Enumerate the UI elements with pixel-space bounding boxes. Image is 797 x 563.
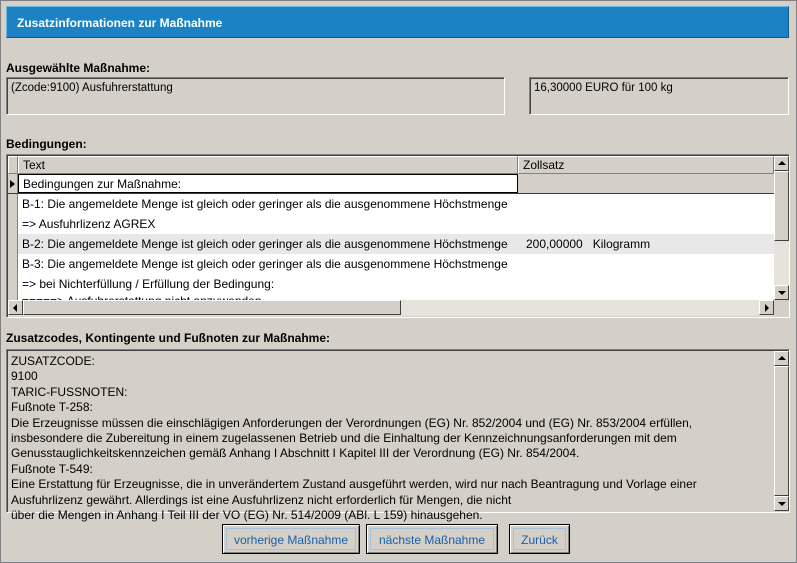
cell-zollsatz[interactable] (518, 194, 774, 214)
next-measure-button[interactable] (366, 524, 498, 554)
cell-text[interactable]: => bei Nichterfüllung / Erfüllung der Bedingung: (22, 277, 275, 291)
arrow-up-icon (778, 356, 786, 360)
cell-text[interactable]: B-1: Die angemeldete Menge ist gleich oder geringer als die ausgenommene Höchstmenge (22, 197, 508, 211)
notes-line: 9100 (11, 369, 38, 384)
notes-line: Eine Erstattung für Erzeugnisse, die in unverändertem Zustand ausgeführt werden, wird nur nach Beantragung und Vorlage einer (11, 477, 697, 492)
grid-vertical-scrollbar[interactable] (774, 156, 789, 300)
cell-text[interactable]: B-3: Die angemeldete Menge ist gleich oder geringer als die ausgenommene Höchstmenge (22, 257, 508, 271)
scroll-thumb[interactable] (774, 366, 789, 496)
scroll-left-button[interactable] (8, 300, 23, 315)
table-row[interactable] (8, 274, 774, 294)
cell-text[interactable]: Bedingungen zur Maßnahme: (18, 174, 518, 193)
notes-line: Die Erzeugnisse müssen die einschlägigen Anforderungen der Verordnungen (EG) Nr. 852/2004 und (EG) Nr. 853/2004 erfüllen, (11, 415, 693, 430)
notes-line: Ausfuhrlizenz gewährt. Allerdings ist eine Ausfuhrlizenz nicht erforderlich für Mengen, die nicht (11, 492, 512, 507)
notes-line: über die Mengen in Anhang I Teil III der VO (EG) Nr. 514/2009 (ABl. L 159) hinausgehen. (11, 508, 483, 523)
cell-zollsatz[interactable] (518, 214, 774, 234)
scroll-thumb[interactable] (23, 300, 401, 315)
cell-zollsatz[interactable] (518, 174, 774, 193)
arrow-right-icon (765, 304, 769, 312)
previous-measure-label: vorherige Maßnahme (226, 528, 356, 550)
scroll-down-button[interactable] (774, 285, 789, 300)
column-header-text[interactable]: Text (18, 156, 518, 174)
row-indicator (8, 194, 18, 214)
arrow-left-icon (13, 304, 17, 312)
next-measure-label: nächste Maßnahme (370, 528, 494, 550)
notes-line: TARIC-FUSSNOTEN: (11, 384, 128, 399)
zollsatz-unit: Kilogramm (592, 237, 651, 251)
page-title: Zusatzinformationen zur Maßnahme (6, 6, 789, 38)
measure-rate-field: 16,30000 EURO für 100 kg (529, 77, 789, 115)
current-row-arrow-icon (10, 180, 15, 188)
scroll-down-button[interactable] (774, 496, 789, 511)
table-row[interactable] (8, 194, 774, 214)
arrow-down-icon (778, 502, 786, 506)
cell-zollsatz[interactable] (518, 234, 774, 254)
notes-textarea[interactable] (6, 349, 790, 523)
notes-line: ZUSATZCODE: (11, 354, 95, 368)
notes-line: Fußnote T-258: (11, 400, 93, 415)
notes-vertical-scrollbar[interactable] (774, 351, 789, 511)
back-label: Zurück (513, 528, 566, 550)
grid-body (8, 174, 774, 300)
selected-measure-field: (Zcode:9100) Ausfuhrerstattung (6, 77, 505, 115)
arrow-up-icon (778, 161, 786, 165)
cell-zollsatz[interactable] (518, 274, 774, 294)
notes-line: Fußnote T-549: (11, 461, 93, 476)
cell-text[interactable]: B-2: Die angemeldete Menge ist gleich oder geringer als die ausgenommene Höchstmenge (22, 237, 508, 251)
scroll-up-button[interactable] (774, 156, 789, 171)
grid-header (8, 156, 774, 174)
table-row[interactable] (8, 254, 774, 274)
scroll-thumb[interactable] (774, 171, 789, 241)
grid-header-indicator (8, 156, 18, 174)
selected-measure-label: Ausgewählte Maßnahme: (6, 61, 151, 75)
notes-line: Genusstauglichkeitskennzeichen gemäß Anhang I Abschnitt I Kapitel III der Verordnung (EG) Nr. 854/2004. (11, 446, 580, 461)
row-indicator (8, 174, 18, 193)
arrow-down-icon (778, 291, 786, 295)
grid-horizontal-scrollbar[interactable] (8, 300, 774, 316)
cell-text[interactable]: => Ausfuhrlizenz AGREX (22, 217, 156, 231)
notes-label: Zusatzcodes, Kontingente und Fußnoten zur Maßnahme: (6, 331, 330, 345)
column-header-zollsatz[interactable]: Zollsatz (518, 156, 774, 174)
back-button[interactable] (509, 524, 570, 554)
zollsatz-value: 200,00000 (526, 237, 583, 251)
row-indicator (8, 234, 18, 254)
row-indicator (8, 214, 18, 234)
cell-zollsatz[interactable] (518, 254, 774, 274)
table-row[interactable] (8, 174, 774, 194)
conditions-label: Bedingungen: (6, 137, 87, 151)
notes-line: insbesondere die Zubereitung in einem zugelassenen Betrieb und die Einhaltung der Kennzeichnungsanforderungen mit dem (11, 431, 677, 446)
scroll-right-button[interactable] (759, 300, 774, 315)
row-indicator (8, 254, 18, 274)
conditions-grid[interactable] (6, 154, 790, 318)
table-row[interactable] (8, 214, 774, 234)
row-indicator (8, 274, 18, 294)
notes-content (11, 354, 771, 523)
scroll-up-button[interactable] (774, 351, 789, 366)
table-row[interactable] (8, 234, 774, 254)
previous-measure-button[interactable] (222, 524, 360, 554)
